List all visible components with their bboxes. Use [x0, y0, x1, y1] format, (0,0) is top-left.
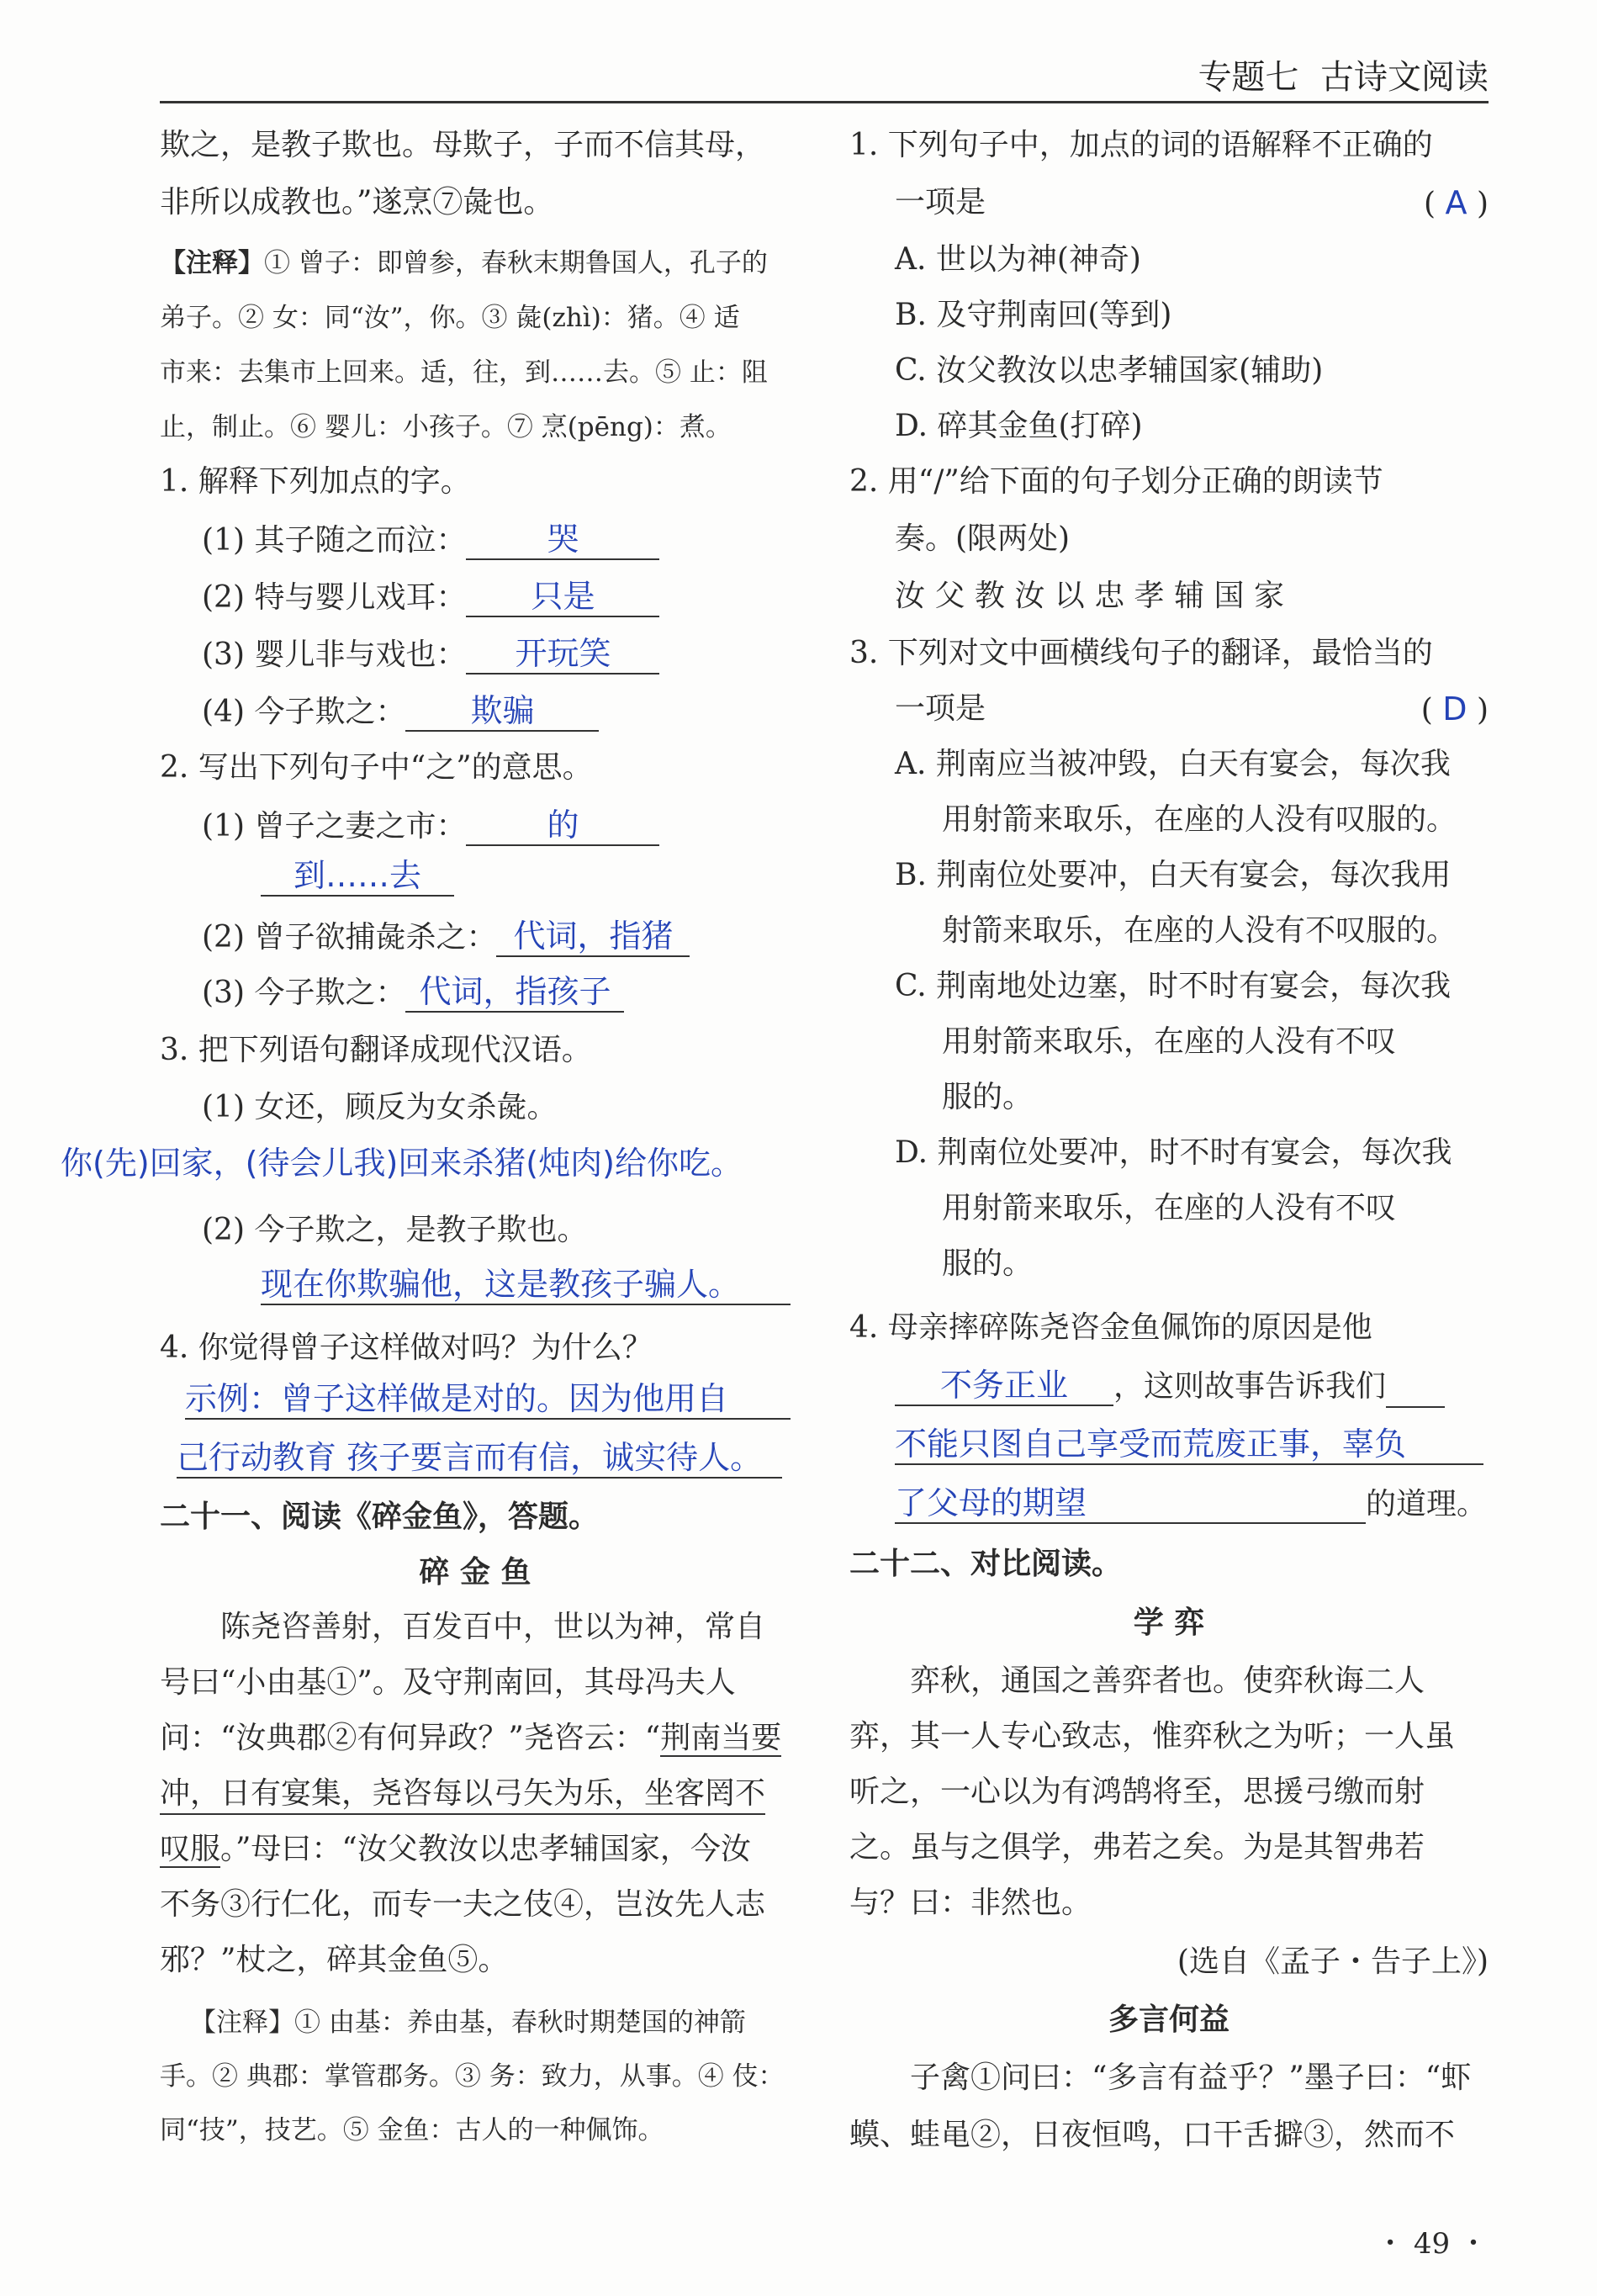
section-22-title: 二十二、对比阅读。	[849, 1546, 1123, 1581]
prompt: 一项是	[895, 185, 986, 220]
question-2-2	[202, 917, 690, 957]
answer-4b: 不能只图自己享受而荒废正事，辜负	[895, 1425, 1483, 1465]
passage-line: 蟆、蛙黾②，日夜恒鸣，口干舌擗③，然而不	[849, 2118, 1456, 2152]
passage-line: 不务③行仁化，而专一夫之伎④，岂汝先人志	[160, 1887, 766, 1922]
option-d-cont: 服的。	[942, 1246, 1034, 1281]
passage-title: 多言何益	[1108, 2002, 1229, 2037]
answer-4b: 己行动教育 孩子要言而有信，诚实待人。	[177, 1438, 782, 1479]
answer-4a: 示例：曾子这样做是对的。因为他用自	[185, 1379, 791, 1420]
option-c: C. 荆南地处边塞，时不时有宴会，每次我	[895, 969, 1452, 1003]
prompt: 的道理。	[1366, 1487, 1488, 1521]
question-2-1b	[261, 856, 454, 897]
prompt: (4) 今子欺之：	[202, 695, 406, 729]
answer-2-2: 代词，指猪	[496, 917, 690, 957]
chapter-label: 专题七	[1198, 58, 1299, 97]
option-b: B. 及守荆南回(等到)	[895, 298, 1172, 332]
answer-1-4: 欺骗	[405, 691, 599, 732]
question-1-line2: 一项是 ( A )	[895, 184, 1489, 221]
passage-line: 弈，其一人专心致志，惟弈秋之为听；一人虽	[849, 1719, 1456, 1754]
question-2: 2. 写出下列句子中“之”的意思。	[160, 750, 593, 785]
question-4: 4. 你觉得曾子这样做对吗？为什么？	[160, 1331, 653, 1365]
question-1: 1. 解释下列加点的字。	[160, 464, 471, 499]
question-2-3	[202, 972, 624, 1013]
answer-3-1	[61, 1144, 743, 1182]
note-line: 弟子。② 女：同“汝”，你。③ 彘(zhì)：猪。④ 适	[160, 303, 740, 333]
passage-line	[160, 1830, 751, 1869]
question-2-line2: 奏。(限两处)	[895, 521, 1071, 556]
passage-line: 之。虽与之俱学，弗若之矣。为是其智弗若	[849, 1830, 1425, 1865]
option-a: A. 荆南应当被冲毁，白天有宴会，每次我	[895, 747, 1451, 781]
answer-1-2: 只是	[466, 577, 659, 617]
option-c-cont: 服的。	[942, 1080, 1034, 1114]
question-1-3	[202, 634, 659, 675]
blank	[1386, 1368, 1445, 1408]
note-line: 【注释】① 由基：养由基，春秋时期楚国的神箭	[190, 2008, 746, 2038]
page-number: ・ 49 ・	[1376, 2227, 1488, 2261]
option-b: B. 荆南位处要冲，白天有宴会，每次我用	[895, 858, 1452, 892]
underlined-text: 荆南当要	[660, 1721, 782, 1755]
answer-4-line	[177, 1438, 782, 1479]
prompt: (3) 今子欺之：	[202, 976, 406, 1010]
passage-line: 冲，日有宴集，尧咨每以弓矢为乐，坐客罔不	[160, 1775, 765, 1815]
underlined-text: 叹服	[160, 1832, 221, 1866]
answer-1-1: 哭	[466, 520, 659, 560]
passage-line: 号曰“小由基①”。及守荆南回，其母冯夫人	[160, 1665, 736, 1700]
passage-line: 邪？”杖之，碎其金鱼⑤。	[160, 1943, 509, 1977]
question-1: 1. 下列句子中，加点的词的语解释不正确的	[849, 128, 1433, 162]
answer-choice-1: A	[1445, 184, 1467, 221]
answer-4c: 了父母的期望	[895, 1484, 1366, 1524]
source-citation: (选自《孟子・告子上》)	[1177, 1944, 1489, 1979]
question-1-1	[202, 520, 659, 560]
passage-text: 问：“汝典郡②有何异政？”尧咨云：“	[160, 1721, 661, 1755]
answer-choice-3: D	[1442, 690, 1467, 727]
passage-line	[160, 1719, 781, 1758]
question-4: 4. 母亲摔碎陈尧咨金鱼佩饰的原因是他	[849, 1310, 1372, 1345]
note-label: 【注释】	[160, 248, 264, 278]
note-line: 市来：去集市上回来。适，往，到……去。⑤ 止：阻	[160, 357, 768, 388]
question-1-4	[202, 691, 599, 732]
option-d: D. 荆南位处要冲，时不时有宴会，每次我	[895, 1135, 1452, 1170]
option-a-cont: 用射箭来取乐，在座的人没有叹服的。	[942, 802, 1457, 837]
question-2-1	[202, 806, 659, 846]
answer-1-3: 开玩笑	[466, 634, 659, 675]
option-c-cont: 用射箭来取乐，在座的人没有不叹	[942, 1024, 1397, 1059]
question-3: 3. 把下列语句翻译成现代汉语。	[160, 1033, 592, 1067]
answer-2-1b: 到……去	[261, 856, 454, 897]
option-d: D. 碎其金鱼(打碎)	[895, 409, 1143, 443]
question-4-line2	[895, 1366, 1445, 1408]
passage-line: 欺之，是教子欺也。母欺子，子而不信其母，	[160, 128, 766, 162]
section-21-title: 二十一、阅读《碎金鱼》，答题。	[160, 1499, 600, 1534]
chapter-title: 古诗文阅读	[1320, 58, 1489, 97]
note-line	[160, 244, 768, 283]
passage-line: 陈尧咨善射，百发百中，世以为神，常自	[220, 1610, 766, 1644]
answer-2-3: 代词，指孩子	[405, 972, 624, 1013]
question-3-2: (2) 今子欺之，是教子欺也。	[202, 1213, 588, 1247]
question-3-1: (1) 女还，顾反为女杀彘。	[202, 1090, 558, 1124]
option-b-cont: 射箭来取乐，在座的人没有不叹服的。	[942, 913, 1457, 948]
answer-4-line	[185, 1379, 791, 1420]
answer-3-2: 现在你欺骗他，这是教孩子骗人。	[261, 1265, 791, 1305]
note-line: 止，制止。⑥ 婴儿：小孩子。⑦ 烹(pēng)：煮。	[160, 412, 732, 442]
passage-title: 学 弈	[1133, 1605, 1205, 1640]
header-title	[1198, 50, 1489, 98]
prompt: (2) 特与婴儿戏耳：	[202, 580, 467, 615]
answer-4a: 不务正业	[895, 1366, 1113, 1406]
answer-2-1a: 的	[466, 806, 659, 846]
page-header	[160, 44, 1489, 103]
note-text: ① 曾子：即曾参，春秋末期鲁国人，孔子的	[264, 248, 768, 278]
question-1-2	[202, 577, 659, 617]
answer-text: 你(先)回家，(待会儿我)回来杀猪(炖肉)给你吃。	[61, 1145, 743, 1182]
prompt: (2) 曾子欲捕彘杀之：	[202, 920, 497, 955]
question-2: 2. 用“/”给下面的句子划分正确的朗读节	[849, 464, 1383, 499]
question-3: 3. 下列对文中画横线句子的翻译，最恰当的	[849, 636, 1433, 670]
prompt: (3) 婴儿非与戏也：	[202, 637, 467, 672]
passage-text: 。”母曰：“汝父教汝以忠孝辅国家，今汝	[220, 1832, 751, 1866]
answer-3-2-line	[261, 1265, 791, 1305]
option-a: A. 世以为神(神奇)	[895, 242, 1141, 277]
prompt: (1) 曾子之妻之市：	[202, 809, 467, 844]
note-line: 同“技”，技艺。⑤ 金鱼：古人的一种佩饰。	[160, 2115, 664, 2145]
passage-line: 非所以成教也。”遂烹⑦彘也。	[160, 185, 554, 220]
passage-line: 听之，一心以为有鸿鹄将至，思援弓缴而射	[849, 1775, 1425, 1809]
prompt: ，这则故事告诉我们	[1113, 1369, 1387, 1404]
passage-title: 碎 金 鱼	[419, 1554, 531, 1590]
option-d-cont: 用射箭来取乐，在座的人没有不叹	[942, 1191, 1397, 1225]
prompt: 一项是	[895, 691, 986, 726]
option-c: C. 汝父教汝以忠孝辅国家(辅助)	[895, 353, 1324, 388]
note-line: 手。② 典郡：掌管郡务。③ 务：致力，从事。④ 伎：	[160, 2061, 785, 2092]
question-4-line4	[895, 1484, 1487, 1524]
passage-line: 弈秋，通国之善弈者也。使弈秋诲二人	[910, 1664, 1425, 1698]
question-3-line2: 一项是 ( D )	[895, 690, 1489, 727]
sentence-to-divide: 汝 父 教 汝 以 忠 孝 辅 国 家	[895, 579, 1284, 613]
passage-line: 与？曰：非然也。	[849, 1886, 1092, 1920]
passage-line: 子禽①问曰：“多言有益乎？”墨子曰：“虾	[910, 2061, 1472, 2095]
answer-4b-line	[895, 1425, 1483, 1465]
prompt: (1) 其子随之而泣：	[202, 523, 467, 558]
